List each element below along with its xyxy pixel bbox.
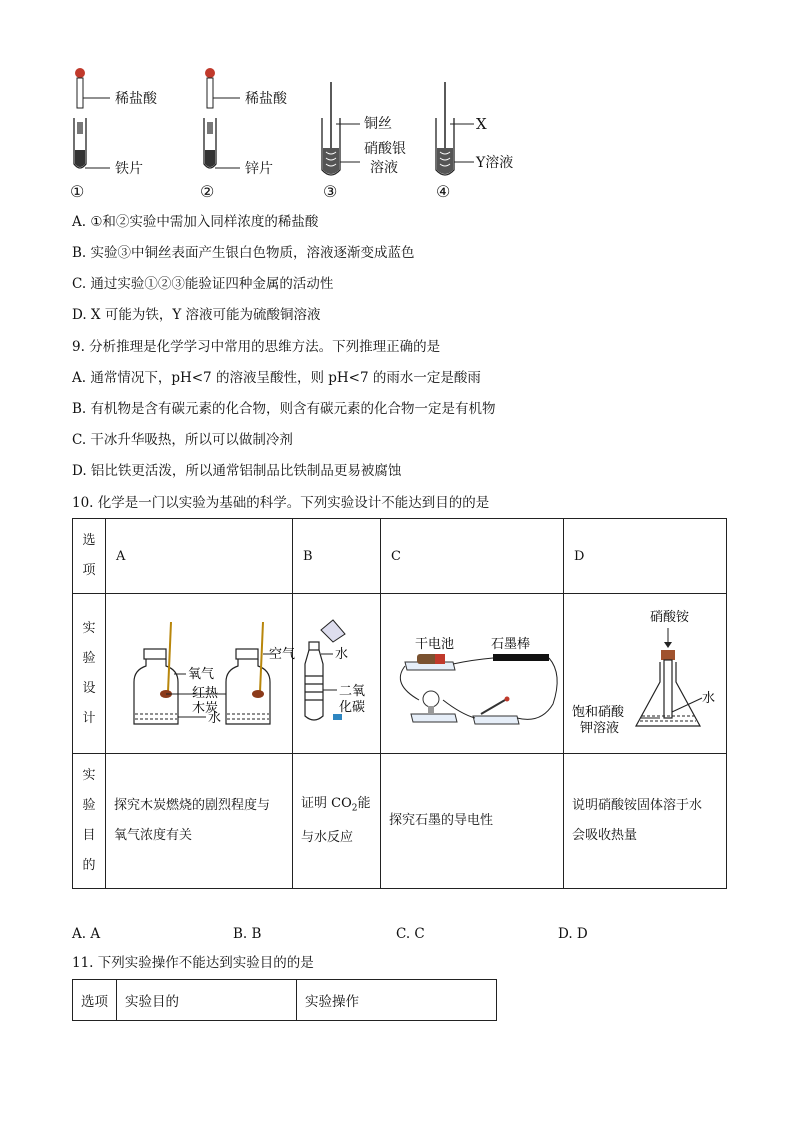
purpose-d: 说明硝酸铵固体溶于水 会吸收热量 — [564, 754, 727, 889]
test-tube-1 — [74, 118, 110, 168]
row-header-design: 实 验 设 计 — [73, 594, 106, 754]
circuit-figure — [381, 594, 563, 749]
label-charcoal: 木炭 — [192, 701, 219, 716]
q11-header-operation: 实验操作 — [297, 980, 497, 1021]
label-water-d: 水 — [702, 691, 716, 706]
design-c — [381, 594, 564, 754]
bottles-figure — [106, 594, 296, 749]
q8-option-b: B. 实验③中铜丝表面产生银白色物质，溶液逐渐变成蓝色 — [72, 245, 415, 261]
label-silver-nitrate: 硝酸银 — [364, 141, 406, 157]
q8-option-a: A. ①和②实验中需加入同样浓度的稀盐酸 — [72, 214, 319, 230]
label-ammonium-nitrate: 硝酸铵 — [650, 610, 690, 625]
label-iron: 铁片 — [115, 161, 143, 177]
design-b — [293, 594, 381, 754]
label-x: X — [476, 115, 487, 133]
label-battery: 干电池 — [415, 637, 455, 652]
q10-table — [72, 518, 727, 889]
label-graphite-rod: 石墨棒 — [491, 637, 531, 652]
row-header-option: 选 项 — [73, 519, 106, 594]
purpose-b: 证明 $CO_2$能 与水反应 — [293, 754, 381, 889]
label-water-b: 水 — [335, 647, 349, 662]
test-tube-3 — [322, 82, 360, 175]
q9-option-a: A. 通常情况下，pH<7 的溶液呈酸性，则 pH<7 的雨水一定是酸雨 — [72, 370, 481, 386]
q10-answer-a: A. A — [72, 926, 101, 942]
test-tube-2 — [204, 118, 240, 168]
plastic-bottle-figure — [293, 594, 380, 749]
q11-header-option: 选项 — [73, 980, 117, 1021]
design-a — [106, 594, 296, 754]
q11-table — [72, 979, 497, 1021]
label-dilute-hcl-2: 稀盐酸 — [245, 91, 287, 107]
test-tube-4 — [436, 82, 474, 175]
label-zinc: 锌片 — [245, 161, 273, 177]
q11-stem: 11. 下列实验操作不能达到实验目的的是 — [72, 955, 314, 971]
q9-stem: 9. 分析推理是化学学习中常用的思维方法。下列推理正确的是 — [72, 339, 441, 355]
q10-answer-b: B. B — [233, 926, 262, 942]
q10-answer-d: D. D — [558, 926, 588, 942]
col-header-c: C — [381, 519, 564, 594]
label-num-2: ② — [200, 182, 215, 201]
label-co2-line2: 化碳 — [339, 700, 366, 715]
purpose-a: 探究木炭燃烧的剧烈程度与 氧气浓度有关 — [106, 754, 293, 889]
label-red-hot: 红热 — [192, 686, 219, 701]
row-header-purpose: 实 验 目 的 — [73, 754, 106, 889]
design-d — [564, 594, 727, 754]
dropper-2 — [205, 68, 240, 108]
q9-option-c: C. 干冰升华吸热，所以可以做制冷剂 — [72, 432, 293, 448]
label-copper-wire: 铜丝 — [364, 116, 392, 132]
label-kno3-line1: 饱和硝酸 — [572, 705, 625, 720]
label-solution: 溶液 — [370, 160, 398, 176]
label-num-3: ③ — [323, 182, 338, 201]
q8-option-c: C. 通过实验①②③能验证四种金属的活动性 — [72, 276, 334, 292]
q9-option-b: B. 有机物是含有碳元素的化合物，则含有碳元素的化合物一定是有机物 — [72, 401, 496, 417]
q10-answer-c: C. C — [396, 926, 425, 942]
label-dilute-hcl-1: 稀盐酸 — [115, 91, 157, 107]
q11-header-purpose: 实验目的 — [117, 980, 297, 1021]
q8-option-d: D. X 可能为铁，Y 溶液可能为硫酸铜溶液 — [72, 307, 321, 323]
q9-option-d: D. 铝比铁更活泼，所以通常铝制品比铁制品更易被腐蚀 — [72, 463, 402, 479]
label-num-1: ① — [70, 182, 85, 201]
label-water-a: 水 — [208, 711, 222, 726]
experiment-figure-top — [60, 60, 540, 205]
label-air: 空气 — [269, 647, 296, 662]
label-kno3-line2: 钾溶液 — [580, 721, 620, 736]
purpose-c: 探究石墨的导电性 — [381, 754, 564, 889]
flask-figure — [564, 594, 726, 749]
label-co2-line1: 二氧 — [339, 684, 366, 699]
col-header-d: D — [564, 519, 727, 594]
col-header-b: B — [293, 519, 381, 594]
q10-stem: 10. 化学是一门以实验为基础的科学。下列实验设计不能达到目的的是 — [72, 495, 490, 511]
label-oxygen: 氧气 — [188, 667, 215, 682]
col-header-a: A — [106, 519, 293, 594]
label-y-solution: Y溶液 — [476, 155, 514, 171]
dropper-1 — [75, 68, 110, 108]
label-num-4: ④ — [436, 182, 451, 201]
